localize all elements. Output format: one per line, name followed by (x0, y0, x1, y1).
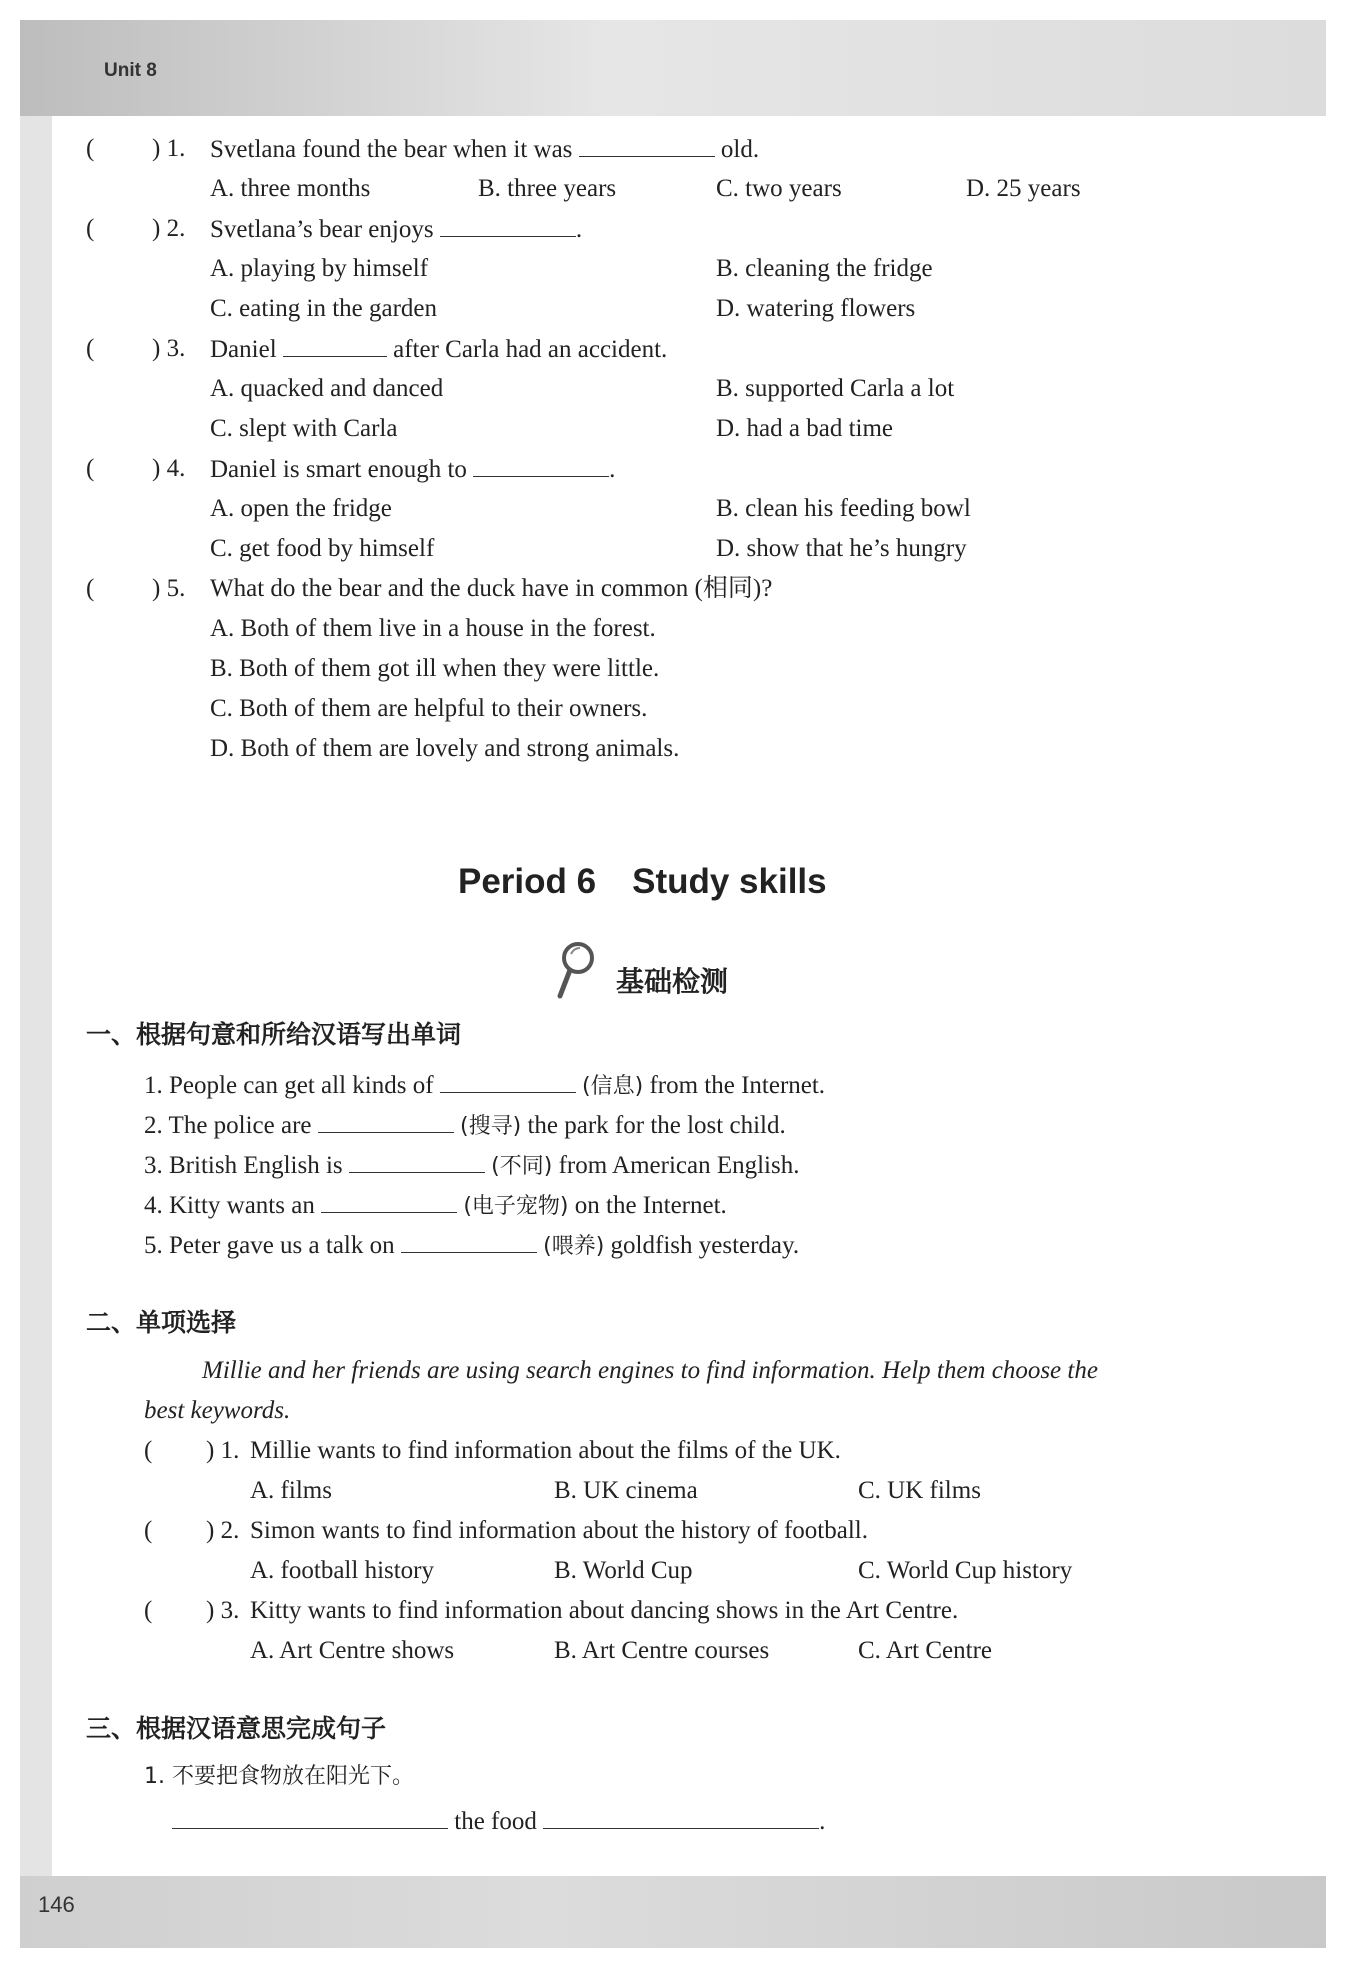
footer-band (20, 1876, 1326, 1948)
option-a[interactable]: A. quacked and danced (210, 375, 444, 402)
answer-blank[interactable] (401, 1232, 537, 1253)
magnifier-icon (554, 940, 600, 1000)
page-number: 146 (38, 1892, 75, 1917)
question-number: ) 1. (152, 135, 186, 162)
option-b[interactable]: B. UK cinema (554, 1477, 698, 1504)
option-c[interactable]: C. slept with Carla (210, 415, 398, 442)
option-a[interactable]: A. playing by himself (210, 255, 429, 282)
answer-paren-open[interactable]: ( (86, 135, 95, 162)
option-c[interactable]: C. Art Centre (858, 1637, 993, 1664)
option-c[interactable]: C. World Cup history (858, 1557, 1073, 1584)
answer-blank[interactable] (440, 216, 576, 237)
period-number: Period 6 (458, 862, 597, 901)
question-stem: Svetlana found the bear when it was old. (210, 136, 760, 163)
question-number: ) 2. (152, 215, 186, 242)
answer-paren-open[interactable]: ( (86, 575, 95, 602)
answer-paren-open[interactable]: ( (144, 1437, 153, 1464)
fill-sentence: 1. People can get all kinds of (信息) from the Internet. (144, 1072, 826, 1099)
unit-label: Unit 8 (104, 60, 157, 81)
question-stem: Kitty wants to find information about dancing shows in the Art Centre. (250, 1597, 959, 1624)
option-a[interactable]: A. three months (210, 175, 371, 202)
translation-line: the food . (172, 1808, 825, 1834)
section2-instruction-cont: best keywords. (144, 1397, 291, 1424)
question-number: ) 3. (152, 335, 186, 362)
option-b[interactable]: B. clean his feeding bowl (716, 495, 971, 522)
answer-blank[interactable] (172, 1808, 448, 1829)
answer-paren-open[interactable]: ( (86, 455, 95, 482)
answer-blank[interactable] (473, 456, 609, 477)
question-stem: Svetlana’s bear enjoys . (210, 216, 583, 243)
section1-heading: 一、根据句意和所给汉语写出单词 (86, 1020, 462, 1049)
option-b[interactable]: B. Both of them got ill when they were little. (210, 655, 660, 682)
answer-paren-open[interactable]: ( (86, 335, 95, 362)
option-a[interactable]: A. open the fridge (210, 495, 392, 522)
option-c[interactable]: C. Both of them are helpful to their owners. (210, 695, 648, 722)
question-number: ) 1. (206, 1437, 240, 1464)
option-b[interactable]: B. Art Centre courses (554, 1637, 770, 1664)
section3-heading: 三、根据汉语意思完成句子 (86, 1714, 387, 1743)
answer-paren-open[interactable]: ( (144, 1597, 153, 1624)
option-d[interactable]: D. 25 years (966, 175, 1081, 202)
question-stem: Millie wants to find information about the films of the UK. (250, 1437, 841, 1464)
option-c[interactable]: C. UK films (858, 1477, 981, 1504)
header-band (20, 20, 1326, 116)
option-a[interactable]: A. films (250, 1477, 332, 1504)
fill-sentence: 4. Kitty wants an (电子宠物) on the Internet. (144, 1192, 727, 1219)
answer-paren-open[interactable]: ( (86, 215, 95, 242)
answer-blank[interactable] (283, 336, 387, 357)
question-number: ) 5. (152, 575, 186, 602)
question-stem: Daniel after Carla had an accident. (210, 336, 668, 363)
option-b[interactable]: B. cleaning the fridge (716, 255, 933, 282)
option-c[interactable]: C. get food by himself (210, 535, 435, 562)
option-a[interactable]: A. Both of them live in a house in the forest. (210, 615, 656, 642)
answer-blank[interactable] (440, 1072, 576, 1093)
question-number: ) 4. (152, 455, 186, 482)
answer-blank[interactable] (579, 136, 715, 157)
fill-sentence: 5. Peter gave us a talk on (喂养) goldfish yesterday. (144, 1232, 800, 1259)
period-name: Study skills (632, 862, 827, 901)
question-stem: Simon wants to find information about the history of football. (250, 1517, 868, 1544)
question-stem: What do the bear and the duck have in common (相同)? (210, 575, 773, 602)
option-a[interactable]: A. Art Centre shows (250, 1637, 455, 1664)
option-b[interactable]: B. supported Carla a lot (716, 375, 955, 402)
chinese-prompt: 1. 不要把食物放在阳光下。 (144, 1764, 414, 1789)
fill-sentence: 3. British English is (不同) from American English. (144, 1152, 800, 1179)
section2-instruction: Millie and her friends are using search engines to find information. Help them choose the (202, 1357, 1098, 1384)
answer-blank[interactable] (318, 1112, 454, 1133)
option-d[interactable]: D. watering flowers (716, 295, 916, 322)
option-b[interactable]: B. three years (478, 175, 617, 202)
question-number: ) 2. (206, 1517, 240, 1544)
question-number: ) 3. (206, 1597, 240, 1624)
fill-sentence: 2. The police are (搜寻) the park for the lost child. (144, 1112, 786, 1139)
option-d[interactable]: D. Both of them are lovely and strong animals. (210, 735, 680, 762)
option-d[interactable]: D. show that he’s hungry (716, 535, 967, 562)
option-c[interactable]: C. eating in the garden (210, 295, 438, 322)
option-d[interactable]: D. had a bad time (716, 415, 894, 442)
option-c[interactable]: C. two years (716, 175, 842, 202)
option-a[interactable]: A. football history (250, 1557, 435, 1584)
period-title (458, 862, 827, 902)
answer-blank[interactable] (321, 1192, 457, 1213)
option-b[interactable]: B. World Cup (554, 1557, 693, 1584)
answer-blank[interactable] (349, 1152, 485, 1173)
question-stem: Daniel is smart enough to . (210, 456, 616, 483)
section2-heading: 二、单项选择 (86, 1308, 237, 1337)
answer-paren-open[interactable]: ( (144, 1517, 153, 1544)
basic-check-title: 基础检测 (616, 965, 729, 998)
answer-blank[interactable] (543, 1808, 819, 1829)
